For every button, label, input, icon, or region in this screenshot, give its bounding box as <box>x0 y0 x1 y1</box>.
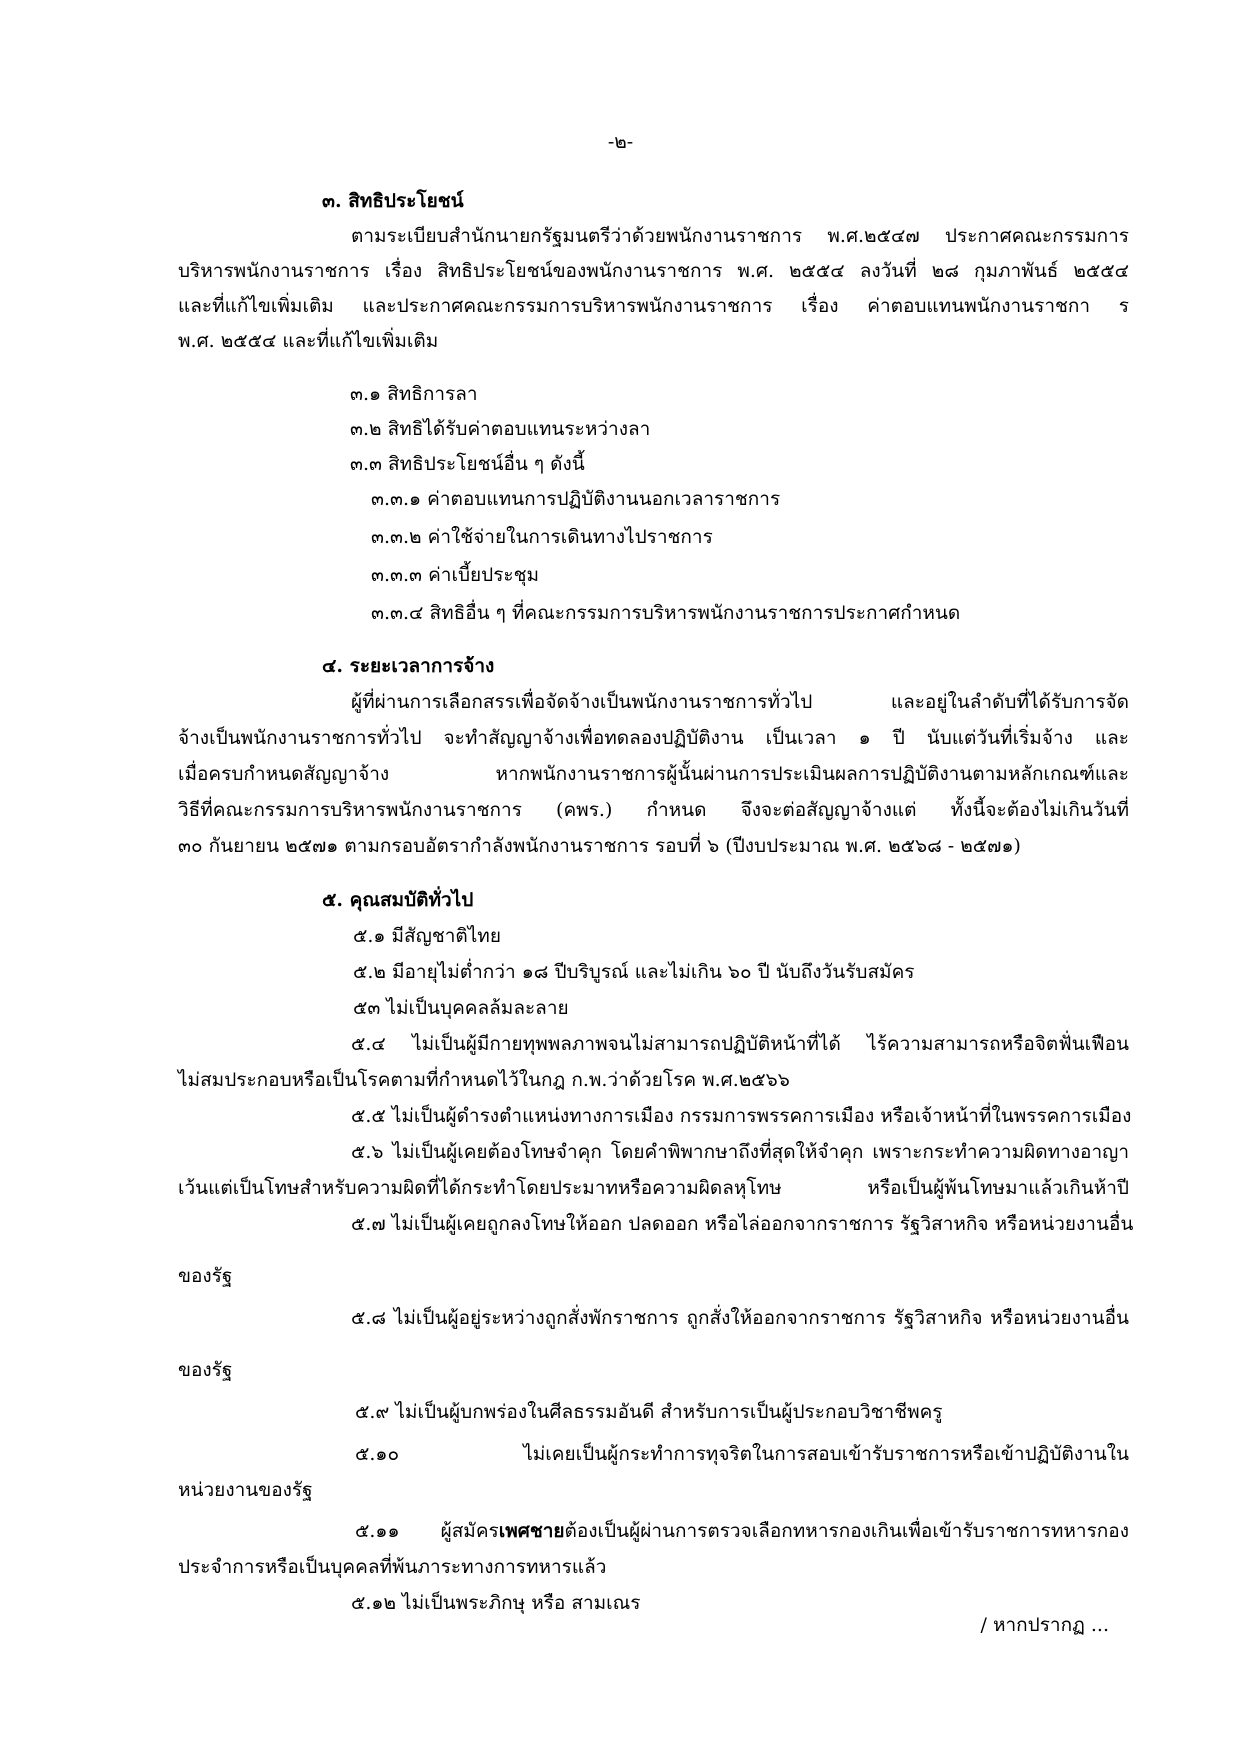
section-5-item: ๕.๒ มีอายุไม่ต่ำกว่า ๑๘ ปีบริบูรณ์ และไม่เกิน ๖๐ ปี นับถึงวันรับสมัคร <box>353 961 915 983</box>
section-3-subitem: ๓.๓.๓ ค่าเบี้ยประชุม <box>371 564 540 586</box>
continuation-footer: / หากปรากฏ ... <box>980 1614 1109 1636</box>
section-3-item: ๓.๒ สิทธิได้รับค่าตอบแทนระหว่างลา <box>350 418 651 440</box>
section-3-heading: ๓. สิทธิประโยชน์ <box>322 190 464 212</box>
section-5-item: ๕.๕ ไม่เป็นผู้ดำรงตำแหน่งทางการเมือง กรรมการพรรคการเมือง หรือเจ้าหน้าที่ในพรรคการเมือง <box>351 1105 1132 1127</box>
item-text: ๕.๑๑ ผู้สมัคร <box>355 1520 499 1542</box>
page-number: -๒- <box>607 131 634 153</box>
section-5-item-cont: หน่วยงานของรัฐ <box>178 1479 313 1501</box>
section-4-heading: ๔. ระยะเวลาการจ้าง <box>322 655 495 677</box>
section-3-subitem: ๓.๓.๒ ค่าใช้จ่ายในการเดินทางไปราชการ <box>371 526 713 548</box>
section-5-item: ๕.๔ ไม่เป็นผู้มีกายทุพพลภาพจนไม่สามารถปฏิบัติหน้าที่ได้ ไร้ความสามารถหรือจิตฟั่นเฟือน <box>351 1033 1129 1055</box>
section-5-heading: ๕. คุณสมบัติทั่วไป <box>322 889 474 911</box>
section-5-item-cont: ไม่สมประกอบหรือเป็นโรคตามที่กำหนดไว้ในกฎ ก.พ.ว่าด้วยโรค พ.ศ.๒๕๖๖ <box>178 1069 790 1091</box>
section-5-item <box>355 1514 1129 1548</box>
section-5-item-cont: ประจำการหรือเป็นบุคคลที่พ้นภาระทางการทหารแล้ว <box>178 1556 607 1578</box>
section-5-item-cont: เว้นแต่เป็นโทษสำหรับความผิดที่ได้กระทำโดยประมาทหรือความผิดลหุโทษ หรือเป็นผู้พ้นโทษมาแล้วเกินห้าปี <box>178 1177 1129 1199</box>
section-5-item: ๕.๑๒ ไม่เป็นพระภิกษุ หรือ สามเณร <box>351 1592 641 1614</box>
section-5-item-cont: ของรัฐ <box>178 1265 233 1287</box>
section-3-para-line: และที่แก้ไขเพิ่มเติม และประกาศคณะกรรมการบริหารพนักงานราชการ เรื่อง ค่าตอบแทนพนักงานราชกา ร <box>178 295 1129 317</box>
section-4-para-line: เมื่อครบกำหนดสัญญาจ้าง หากพนักงานราชการผู้นั้นผ่านการประเมินผลการปฏิบัติงานตามหลักเกณฑ์และ <box>178 763 1129 785</box>
section-5-item-cont: ของรัฐ <box>178 1359 233 1381</box>
section-5-item: ๕.๙ ไม่เป็นผู้บกพร่องในศีลธรรมอันดี สำหรับการเป็นผู้ประกอบวิชาชีพครู <box>355 1401 943 1423</box>
section-5-item: ๕.๘ ไม่เป็นผู้อยู่ระหว่างถูกสั่งพักราชการ ถูกสั่งให้ออกจากราชการ รัฐวิสาหกิจ หรือหน่วยงานอื่น <box>351 1307 1129 1329</box>
emphasis-male: เพศชาย <box>498 1520 565 1542</box>
section-4-para-line: ผู้ที่ผ่านการเลือกสรรเพื่อจัดจ้างเป็นพนักงานราชการทั่วไป และอยู่ในลำดับที่ได้รับการจัด <box>351 691 1129 713</box>
section-3-para-line: ตามระเบียบสำนักนายกรัฐมนตรีว่าด้วยพนักงานราชการ พ.ศ.๒๕๔๗ ประกาศคณะกรรมการ <box>351 225 1129 247</box>
section-5-item: ๕.๖ ไม่เป็นผู้เคยต้องโทษจำคุก โดยคำพิพากษาถึงที่สุดให้จำคุก เพราะกระทำความผิดทางอาญา <box>351 1141 1129 1163</box>
section-4-para-line: จ้างเป็นพนักงานราชการทั่วไป จะทำสัญญาจ้างเพื่อทดลองปฏิบัติงาน เป็นเวลา ๑ ปี นับแต่วันที่เริ่มจ้าง และ <box>178 727 1129 749</box>
section-3-item: ๓.๓ สิทธิประโยชน์อื่น ๆ ดังนี้ <box>350 453 585 475</box>
section-3-subitem: ๓.๓.๑ ค่าตอบแทนการปฏิบัติงานนอกเวลาราชการ <box>371 488 781 510</box>
section-5-item: ๕.๑๐ ไม่เคยเป็นผู้กระทำการทุจริตในการสอบเข้ารับราชการหรือเข้าปฏิบัติงานใน <box>355 1443 1129 1465</box>
section-3-item: ๓.๑ สิทธิการลา <box>350 383 478 405</box>
item-text: ต้องเป็นผู้ผ่านการตรวจเลือกทหารกองเกินเพื่อเข้ารับราชการทหารกอง <box>564 1520 1129 1542</box>
section-5-item: ๕.๗ ไม่เป็นผู้เคยถูกลงโทษให้ออก ปลดออก หรือไล่ออกจากราชการ รัฐวิสาหกิจ หรือหน่วยงานอื่น <box>351 1213 1134 1235</box>
section-3-para-line: พ.ศ. ๒๕๕๔ และที่แก้ไขเพิ่มเติม <box>178 330 439 352</box>
section-5-item: ๕๓ ไม่เป็นบุคคลล้มละลาย <box>353 997 569 1019</box>
section-4-para-line: ๓๐ กันยายน ๒๕๗๑ ตามกรอบอัตรากำลังพนักงานราชการ รอบที่ ๖ (ปีงบประมาณ พ.ศ. ๒๕๖๘ - ๒๕๗๑) <box>178 835 1021 857</box>
section-4-para-line: วิธีที่คณะกรรมการบริหารพนักงานราชการ (คพร.) กำหนด จึงจะต่อสัญญาจ้างแต่ ทั้งนี้จะต้องไม่เกินวันที่ <box>178 799 1129 821</box>
section-5-item: ๕.๑ มีสัญชาติไทย <box>353 925 501 947</box>
section-3-para-line: บริหารพนักงานราชการ เรื่อง สิทธิประโยชน์ของพนักงานราชการ พ.ศ. ๒๕๕๔ ลงวันที่ ๒๘ กุมภาพันธ์ ๒๕๕๔ <box>178 260 1129 282</box>
section-3-subitem: ๓.๓.๔ สิทธิอื่น ๆ ที่คณะกรรมการบริหารพนักงานราชการประกาศกำหนด <box>371 602 961 624</box>
